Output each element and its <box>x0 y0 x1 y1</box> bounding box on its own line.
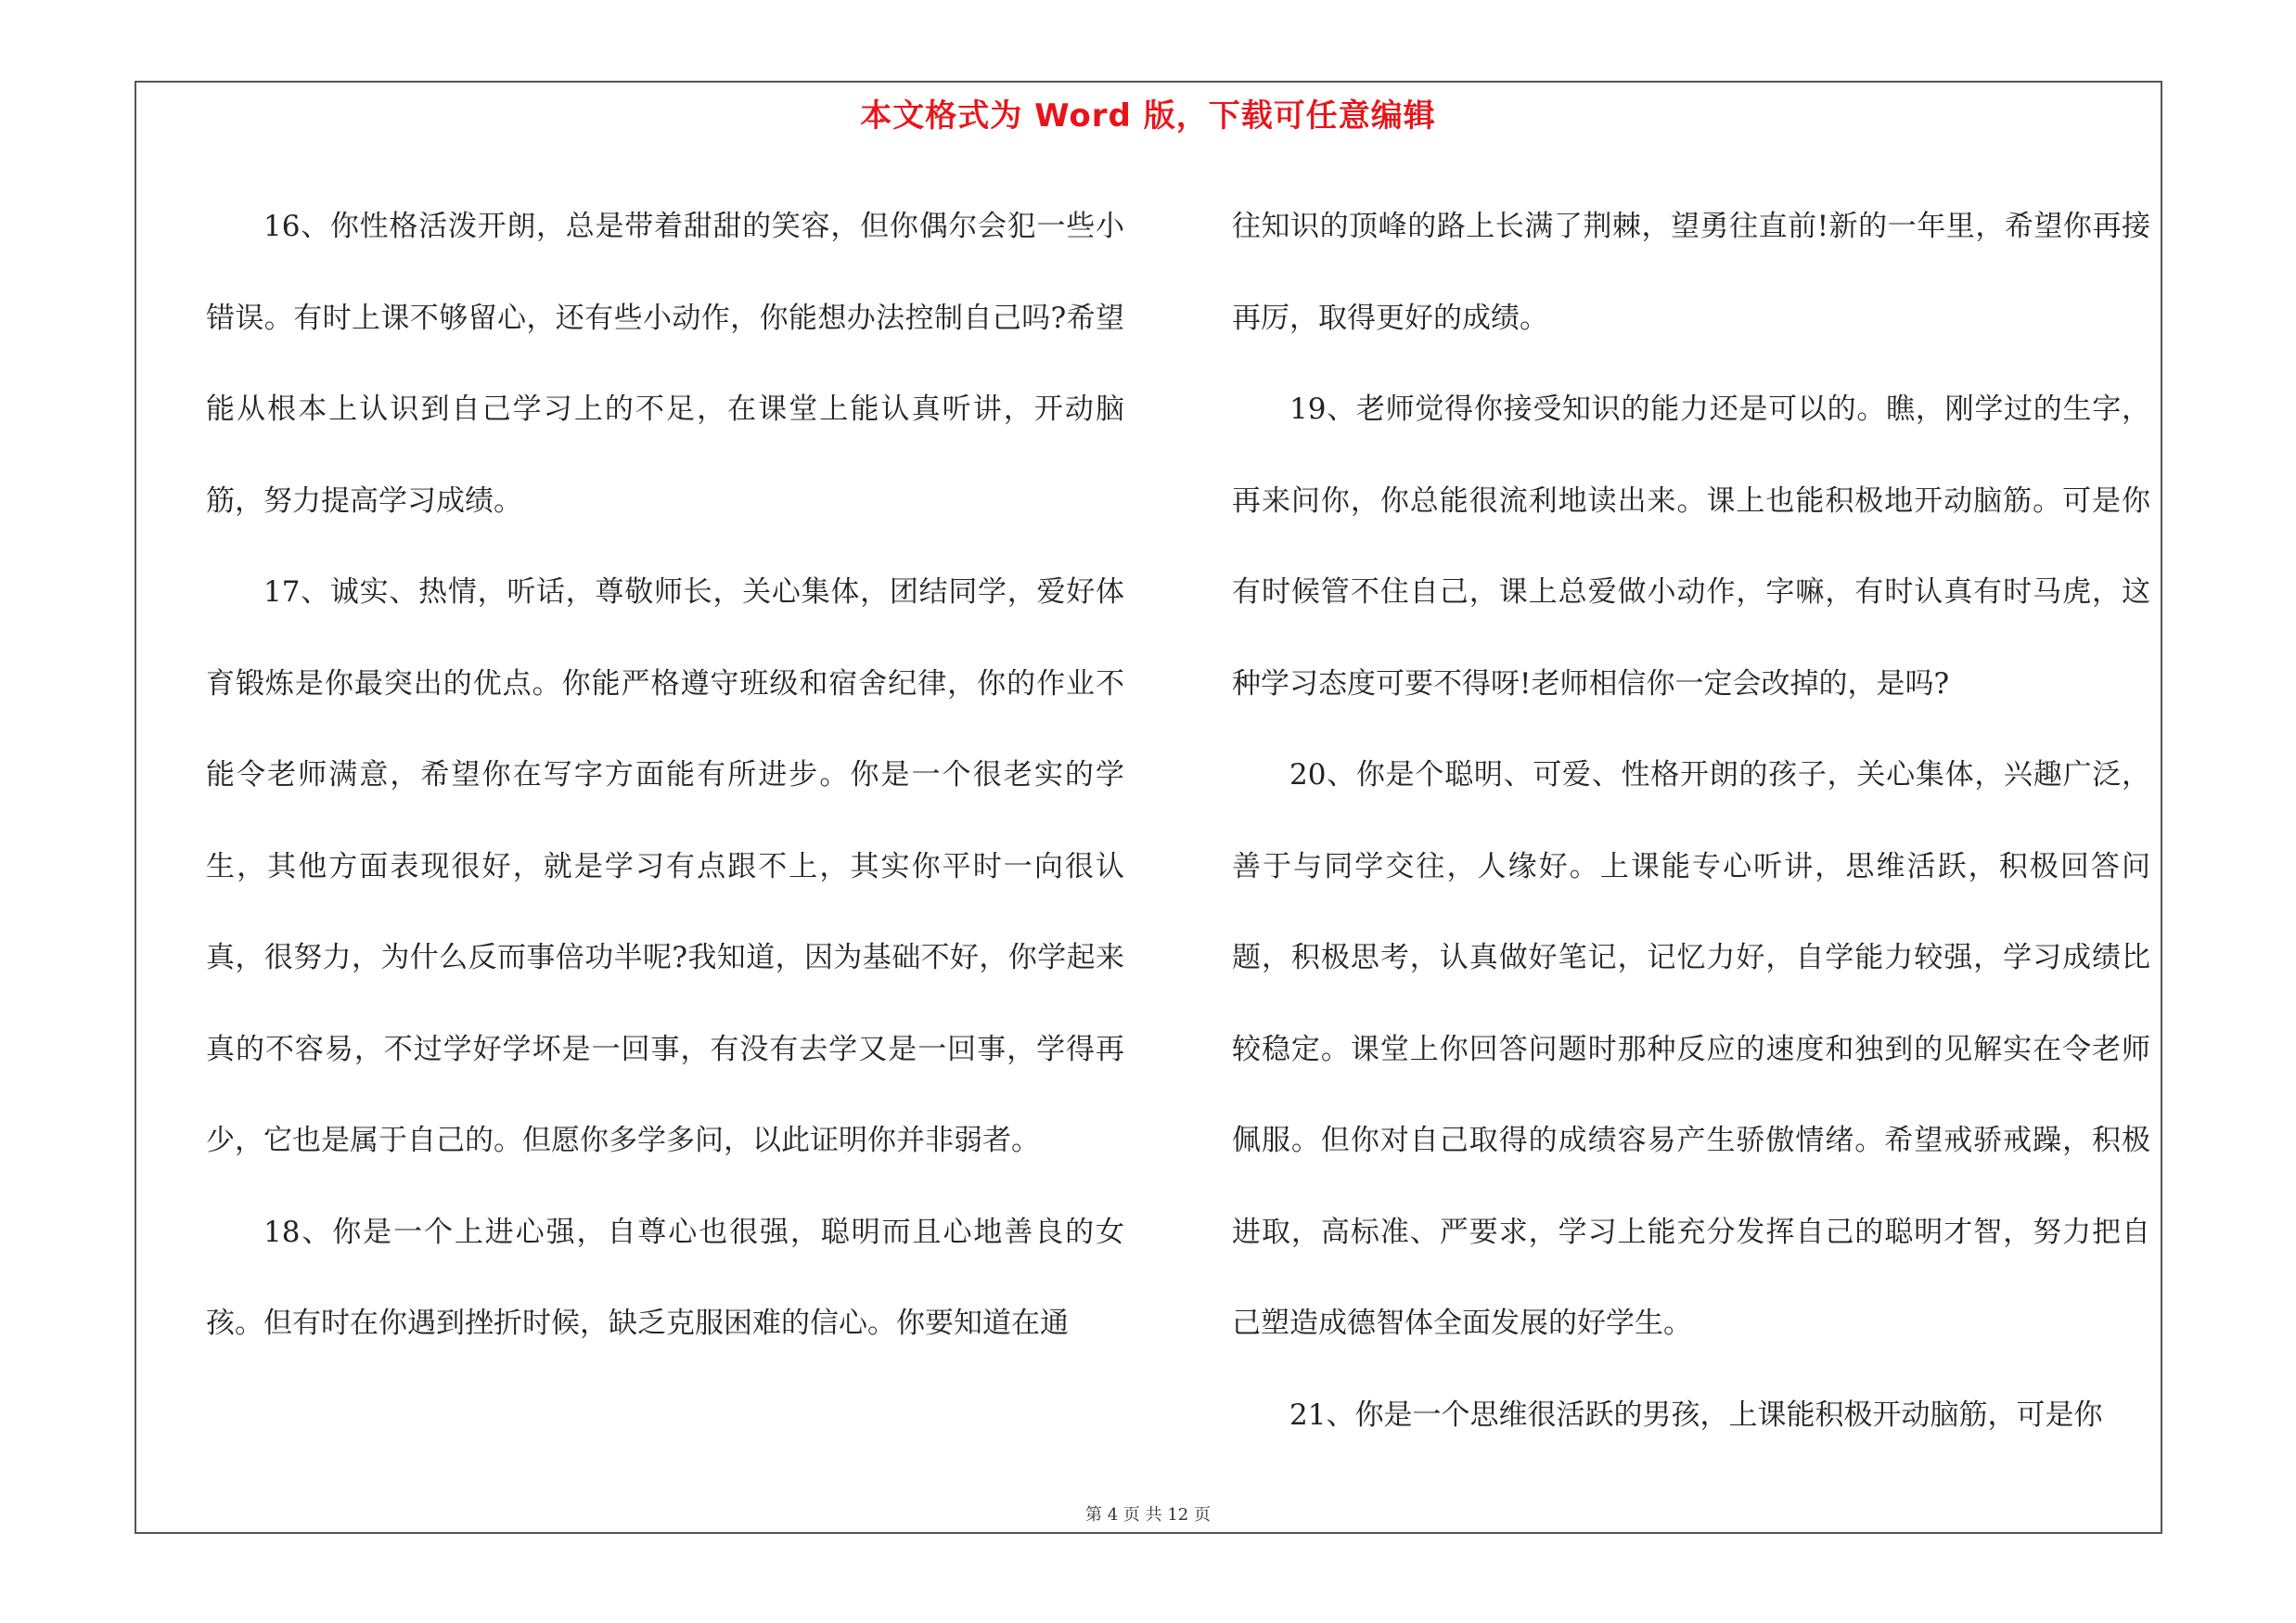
page-number-footer: 第 4 页 共 12 页 <box>1085 1505 1211 1525</box>
left-column <box>206 181 1124 1370</box>
paragraph: 18、你是一个上进心强，自尊心也很强，聪明而且心地善良的女孩。但有时在你遇到挫折时候，缺乏克服困难的信心。你要知道在通 <box>206 1215 1124 1340</box>
right-column <box>1232 181 2150 1461</box>
paragraph: 往知识的顶峰的路上长满了荆棘，望勇往直前!新的一年里，希望你再接再厉，取得更好的成绩。 <box>1232 210 2150 335</box>
paragraph: 19、老师觉得你接受知识的能力还是可以的。瞧，刚学过的生字，再来问你，你总能很流利地读出来。课上也能积极地开动脑筋。可是你有时候管不住自己，课上总爱做小动作，字嘛，有时认真有时马虎，这种学习态度可要不得呀!老师相信你一定会改掉的，是吗? <box>1232 393 2150 701</box>
format-banner: 本文格式为 Word 版，下载可任意编辑 <box>860 97 1436 135</box>
paragraph: 21、你是一个思维很活跃的男孩，上课能积极开动脑筋，可是你 <box>1289 1398 2103 1432</box>
paragraph: 20、你是个聪明、可爱、性格开朗的孩子，关心集体，兴趣广泛，善于与同学交往，人缘好。上课能专心听讲，思维活跃，积极回答问题，积极思考，认真做好笔记，记忆力好，自学能力较强，学习成绩比较稳定。课堂上你回答问题时那种反应的速度和独到的见解实在令老师佩服。但你对自己取得的成绩容易产生骄傲情绪。希望戒骄戒躁，积极进取，高标准、严要求，学习上能充分发挥自己的聪明才智，努力把自己塑造成德智体全面发展的好学生。 <box>1232 758 2150 1340</box>
paragraph: 16、你性格活泼开朗，总是带着甜甜的笑容，但你偶尔会犯一些小错误。有时上课不够留心，还有些小动作，你能想办法控制自己吗?希望能从根本上认识到自己学习上的不足，在课堂上能认真听讲，开动脑筋，努力提高学习成绩。 <box>206 210 1124 518</box>
paragraph: 17、诚实、热情，听话，尊敬师长，关心集体，团结同学，爱好体育锻炼是你最突出的优点。你能严格遵守班级和宿舍纪律，你的作业不能令老师满意，希望你在写字方面能有所进步。你是一个很老实的学生，其他方面表现很好，就是学习有点跟不上，其实你平时一向很认真，很努力，为什么反而事倍功半呢?我知道，因为基础不好，你学起来真的不容易，不过学好学坏是一回事，有没有去学又是一回事，学得再少，它也是属于自己的。但愿你多学多问，以此证明你并非弱者。 <box>206 575 1124 1157</box>
